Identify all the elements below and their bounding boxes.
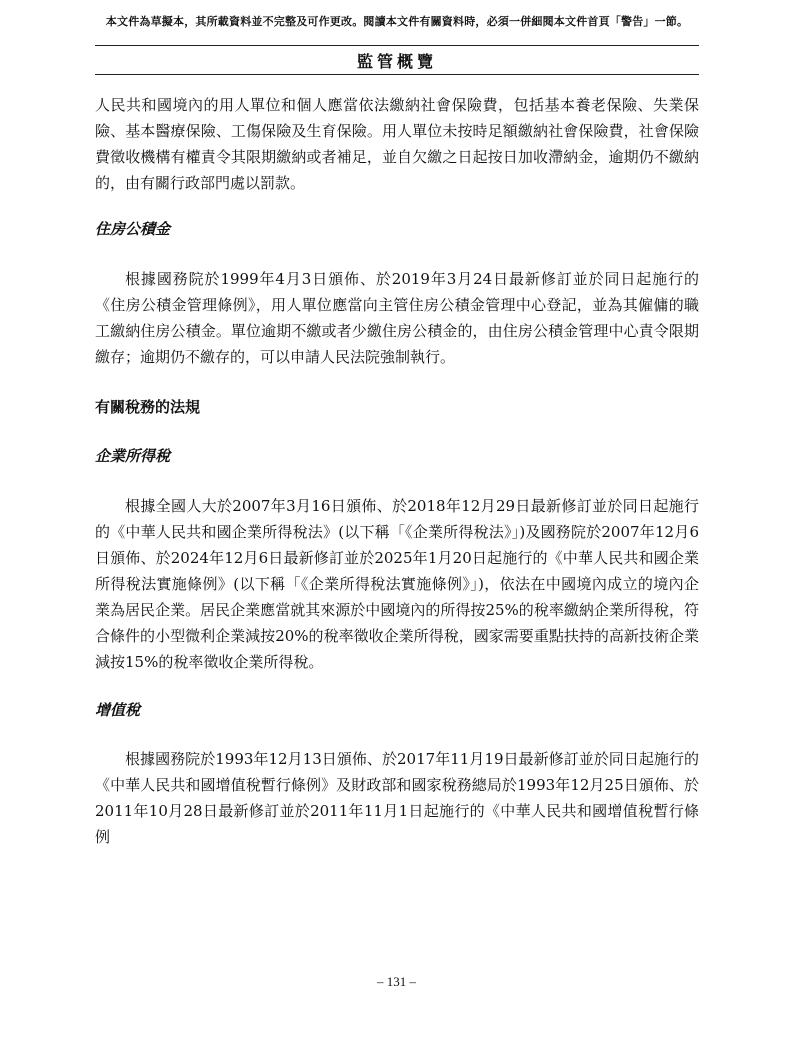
header-rule-bottom [95, 74, 699, 75]
tax-regulations-heading: 有關稅務的法規 [95, 398, 201, 416]
enterprise-income-tax-paragraph: 根據全國人大於2007年3月16日頒佈、於2018年12月29日最新修訂並於同日起施行的《中華人民共和國企業所得稅法》(以下稱「《企業所得稅法》」)及國務院於2007年12月6日頒佈、於2024年12月6日最新修訂並於2025年1月20日起施行的《中華人民共和國企業所得稅法實施條例》(以下稱「《企業所得稅法實施條例》」)，依法在中國境內成立的境內企業為居民企業。居民企業應當就其來源於中國境內的所得按25%的稅率繳納企業所得稅，符合條件的小型微利企業減按20%的稅率徵收企業所得稅，國家需要重點扶持的高新技術企業減按15%的稅率徵收企業所得稅。 [95, 497, 699, 671]
draft-disclaimer: 本文件為草擬本，其所載資料並不完整及可作更改。閱讀本文件有關資料時，必須一併細閱本文件首頁「警告」一節。 [105, 15, 689, 28]
vat-heading: 增值稅 [95, 701, 141, 719]
housing-fund-heading: 住房公積金 [95, 220, 171, 238]
page-number: – 131 – [377, 974, 416, 989]
header-rule-top [95, 45, 699, 46]
intro-paragraph: 人民共和國境內的用人單位和個人應當依法繳納社會保險費，包括基本養老保險、失業保險、基本醫療保險、工傷保險及生育保險。用人單位未按時足額繳納社會保險費，社會保險費徵收機構有權責令其限期繳納或者補足，並自欠繳之日起按日加收滯納金，逾期仍不繳納的，由有關行政部門處以罰款。 [95, 96, 699, 192]
enterprise-income-tax-heading: 企業所得稅 [95, 447, 171, 465]
vat-paragraph: 根據國務院於1993年12月13日頒佈、於2017年11月19日最新修訂並於同日起施行的《中華人民共和國增值稅暫行條例》及財政部和國家稅務總局於1993年12月25日頒佈、於2011年10月28日最新修訂並於2011年11月1日起施行的《中華人民共和國增值稅暫行條例 [95, 750, 699, 846]
housing-fund-paragraph: 根據國務院於1999年4月3日頒佈、於2019年3月24日最新修訂並於同日起施行的《住房公積金管理條例》，用人單位應當向主管住房公積金管理中心登記，並為其僱傭的職工繳納住房公積金。單位逾期不繳或者少繳住房公積金的，由住房公積金管理中心責令限期繳存；逾期仍不繳存的，可以申請人民法院強制執行。 [95, 270, 699, 366]
section-title: 監管概覽 [356, 52, 437, 71]
